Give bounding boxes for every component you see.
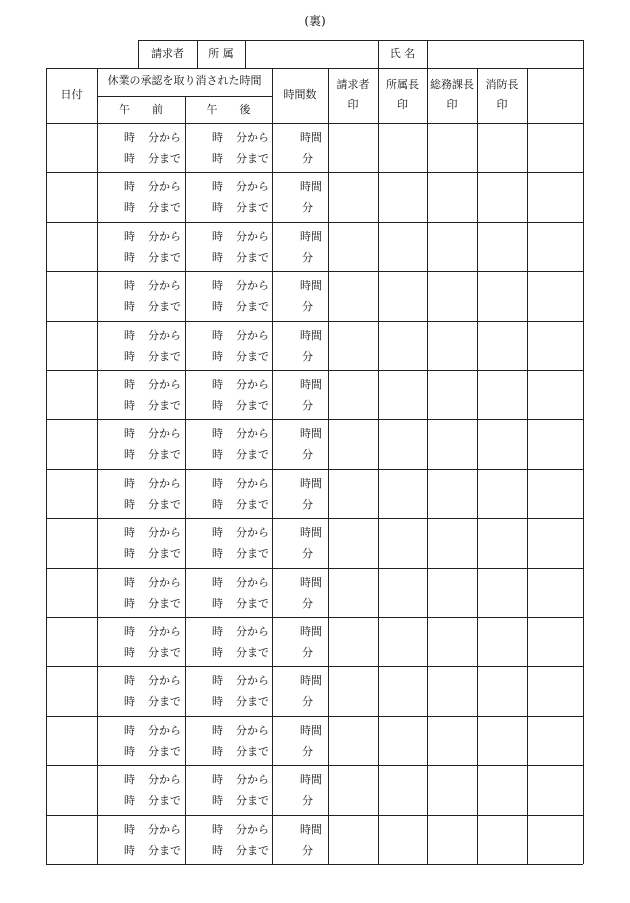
pm-end-minute-unit: 分まで: [236, 646, 269, 659]
hours-unit: 時間: [300, 279, 322, 292]
hours-unit: 時間: [300, 131, 322, 144]
pm-start-hour-unit: 時: [212, 279, 223, 292]
applicant-stamp-cell[interactable]: [329, 666, 378, 714]
dept-head-stamp-cell[interactable]: [379, 419, 427, 467]
hours-unit: 時間: [300, 526, 322, 539]
rule: [46, 68, 583, 69]
pm-start-hour-unit: 時: [212, 427, 223, 440]
minutes-unit: 分: [302, 794, 313, 807]
am-start-minute-unit: 分から: [148, 773, 181, 786]
table-row: [46, 370, 583, 418]
minutes-unit: 分: [302, 399, 313, 412]
general-affairs-stamp-cell[interactable]: [428, 321, 477, 369]
dept-head-stamp-cell[interactable]: [379, 222, 427, 270]
am-end-hour-unit: 時: [124, 251, 135, 264]
pm-start-minute-unit: 分から: [236, 131, 269, 144]
am-end-minute-unit: 分まで: [148, 251, 181, 264]
general-affairs-stamp-mark: 印: [446, 98, 458, 111]
general-affairs-stamp-cell[interactable]: [428, 419, 477, 467]
cancelled-time-header: 休業の承認を取り消された時間: [107, 74, 262, 87]
pm-end-hour-unit: 時: [212, 597, 223, 610]
pm-start-minute-unit: 分から: [236, 576, 269, 589]
fire-chief-stamp-header: 消防長: [485, 78, 519, 91]
pm-start-hour-unit: 時: [212, 477, 223, 490]
am-start-minute-unit: 分から: [148, 576, 181, 589]
dept-head-stamp-cell[interactable]: [379, 370, 427, 418]
minutes-unit: 分: [302, 498, 313, 511]
hours-unit: 時間: [300, 329, 322, 342]
pm-start-minute-unit: 分から: [236, 823, 269, 836]
minutes-unit: 分: [302, 844, 313, 857]
minutes-unit: 分: [302, 547, 313, 560]
pm-start-minute-unit: 分から: [236, 230, 269, 243]
pm-end-minute-unit: 分まで: [236, 399, 269, 412]
am-end-minute-unit: 分まで: [148, 844, 181, 857]
am-end-minute-unit: 分まで: [148, 794, 181, 807]
dept-head-stamp-cell[interactable]: [379, 123, 427, 171]
date-cell[interactable]: [46, 716, 97, 764]
pm-start-hour-unit: 時: [212, 131, 223, 144]
pm-end-minute-unit: 分まで: [236, 745, 269, 758]
table-row: [46, 617, 583, 665]
applicant-stamp-header: 請求者: [336, 78, 370, 91]
pm-end-hour-unit: 時: [212, 695, 223, 708]
am-start-hour-unit: 時: [124, 625, 135, 638]
pm-end-minute-unit: 分まで: [236, 152, 269, 165]
general-affairs-stamp-cell[interactable]: [428, 666, 477, 714]
date-cell[interactable]: [46, 271, 97, 319]
fire-chief-stamp-cell[interactable]: [478, 222, 527, 270]
am-start-minute-unit: 分から: [148, 724, 181, 737]
am-start-minute-unit: 分から: [148, 279, 181, 292]
dept-head-stamp-cell[interactable]: [379, 815, 427, 863]
dept-head-stamp-cell[interactable]: [379, 716, 427, 764]
hours-unit: 時間: [300, 773, 322, 786]
am-end-minute-unit: 分まで: [148, 597, 181, 610]
am-end-minute-unit: 分まで: [148, 646, 181, 659]
dept-head-stamp-cell[interactable]: [379, 666, 427, 714]
am-end-hour-unit: 時: [124, 794, 135, 807]
pm-start-hour-unit: 時: [212, 180, 223, 193]
minutes-unit: 分: [302, 201, 313, 214]
general-affairs-stamp-header: 総務課長: [430, 78, 474, 91]
fire-chief-stamp-cell[interactable]: [478, 271, 527, 319]
applicant-stamp-cell[interactable]: [329, 617, 378, 665]
am-end-hour-unit: 時: [124, 350, 135, 363]
am-end-minute-unit: 分まで: [148, 695, 181, 708]
applicant-stamp-cell[interactable]: [329, 716, 378, 764]
am-end-hour-unit: 時: [124, 201, 135, 214]
fire-chief-stamp-cell[interactable]: [478, 666, 527, 714]
date-cell[interactable]: [46, 617, 97, 665]
fire-chief-stamp-cell[interactable]: [478, 518, 527, 566]
am-end-minute-unit: 分まで: [148, 152, 181, 165]
fire-chief-stamp-mark: 印: [496, 98, 508, 111]
dept-head-stamp-mark: 印: [397, 98, 408, 111]
table-row: [46, 815, 583, 863]
date-header: 日付: [60, 88, 83, 101]
rule: [583, 68, 584, 864]
pm-end-hour-unit: 時: [212, 498, 223, 511]
date-cell[interactable]: [46, 815, 97, 863]
table-row: [46, 271, 583, 319]
pm-end-minute-unit: 分まで: [236, 498, 269, 511]
minutes-unit: 分: [302, 448, 313, 461]
applicant-stamp-mark: 印: [347, 98, 359, 111]
am-end-hour-unit: 時: [124, 646, 135, 659]
am-start-minute-unit: 分から: [148, 823, 181, 836]
am-end-hour-unit: 時: [124, 448, 135, 461]
general-affairs-stamp-cell[interactable]: [428, 370, 477, 418]
table-row: [46, 518, 583, 566]
applicant-stamp-cell[interactable]: [329, 419, 378, 467]
am-end-minute-unit: 分まで: [148, 745, 181, 758]
am-end-minute-unit: 分まで: [148, 448, 181, 461]
am-start-minute-unit: 分から: [148, 180, 181, 193]
am-end-hour-unit: 時: [124, 844, 135, 857]
applicant-stamp-cell[interactable]: [329, 518, 378, 566]
am-header: 午 前: [119, 103, 163, 116]
am-start-hour-unit: 時: [124, 131, 135, 144]
hours-unit: 時間: [300, 674, 322, 687]
am-start-hour-unit: 時: [124, 427, 135, 440]
hours-header: 時間数: [283, 88, 317, 101]
pm-end-minute-unit: 分まで: [236, 201, 269, 214]
hours-unit: 時間: [300, 625, 322, 638]
am-start-minute-unit: 分から: [148, 378, 181, 391]
row-divider: [46, 864, 583, 865]
table-row: [46, 716, 583, 764]
am-start-minute-unit: 分から: [148, 427, 181, 440]
pm-end-hour-unit: 時: [212, 251, 223, 264]
am-start-hour-unit: 時: [124, 576, 135, 589]
pm-start-hour-unit: 時: [212, 576, 223, 589]
am-start-hour-unit: 時: [124, 526, 135, 539]
date-cell[interactable]: [46, 469, 97, 517]
table-row: [46, 419, 583, 467]
am-end-minute-unit: 分まで: [148, 399, 181, 412]
pm-end-minute-unit: 分まで: [236, 597, 269, 610]
date-cell[interactable]: [46, 321, 97, 369]
date-cell[interactable]: [46, 222, 97, 270]
applicant-stamp-cell[interactable]: [329, 568, 378, 616]
am-start-minute-unit: 分から: [148, 625, 181, 638]
dept-head-stamp-cell[interactable]: [379, 617, 427, 665]
dept-head-stamp-cell[interactable]: [379, 321, 427, 369]
dept-head-stamp-cell[interactable]: [379, 765, 427, 813]
pm-start-hour-unit: 時: [212, 378, 223, 391]
am-start-minute-unit: 分から: [148, 230, 181, 243]
date-cell[interactable]: [46, 518, 97, 566]
name-field[interactable]: [428, 41, 583, 68]
pm-start-hour-unit: 時: [212, 230, 223, 243]
pm-start-minute-unit: 分から: [236, 427, 269, 440]
date-cell[interactable]: [46, 370, 97, 418]
am-start-minute-unit: 分から: [148, 477, 181, 490]
fire-chief-stamp-cell[interactable]: [478, 469, 527, 517]
pm-start-minute-unit: 分から: [236, 378, 269, 391]
pm-end-minute-unit: 分まで: [236, 251, 269, 264]
pm-end-minute-unit: 分まで: [236, 794, 269, 807]
fire-chief-stamp-cell[interactable]: [478, 123, 527, 171]
fire-chief-stamp-cell[interactable]: [478, 617, 527, 665]
minutes-unit: 分: [302, 646, 313, 659]
am-end-minute-unit: 分まで: [148, 350, 181, 363]
department-field[interactable]: [246, 41, 378, 68]
general-affairs-stamp-cell[interactable]: [428, 716, 477, 764]
dept-head-stamp-header: 所属長: [386, 78, 419, 91]
fire-chief-stamp-cell[interactable]: [478, 568, 527, 616]
am-end-hour-unit: 時: [124, 498, 135, 511]
hours-unit: 時間: [300, 378, 322, 391]
fire-chief-stamp-cell[interactable]: [478, 716, 527, 764]
am-start-hour-unit: 時: [124, 823, 135, 836]
applicant-stamp-cell[interactable]: [329, 222, 378, 270]
pm-end-hour-unit: 時: [212, 448, 223, 461]
pm-end-hour-unit: 時: [212, 350, 223, 363]
general-affairs-stamp-cell[interactable]: [428, 222, 477, 270]
department-label: 所 属: [208, 47, 234, 60]
am-start-hour-unit: 時: [124, 329, 135, 342]
page-heading: (裏): [304, 14, 326, 28]
dept-head-stamp-cell[interactable]: [379, 172, 427, 220]
am-end-minute-unit: 分まで: [148, 300, 181, 313]
pm-end-hour-unit: 時: [212, 152, 223, 165]
am-end-hour-unit: 時: [124, 399, 135, 412]
pm-start-minute-unit: 分から: [236, 180, 269, 193]
applicant-stamp-cell[interactable]: [329, 765, 378, 813]
table-row: [46, 568, 583, 616]
pm-end-hour-unit: 時: [212, 399, 223, 412]
am-end-hour-unit: 時: [124, 695, 135, 708]
pm-end-hour-unit: 時: [212, 794, 223, 807]
am-start-hour-unit: 時: [124, 378, 135, 391]
am-start-hour-unit: 時: [124, 477, 135, 490]
pm-end-minute-unit: 分まで: [236, 300, 269, 313]
minutes-unit: 分: [302, 745, 313, 758]
pm-start-minute-unit: 分から: [236, 329, 269, 342]
general-affairs-stamp-cell[interactable]: [428, 568, 477, 616]
am-end-hour-unit: 時: [124, 597, 135, 610]
am-start-hour-unit: 時: [124, 230, 135, 243]
rule: [583, 40, 584, 68]
date-cell[interactable]: [46, 765, 97, 813]
applicant-stamp-cell[interactable]: [329, 370, 378, 418]
am-start-hour-unit: 時: [124, 180, 135, 193]
general-affairs-stamp-cell[interactable]: [428, 271, 477, 319]
pm-start-minute-unit: 分から: [236, 674, 269, 687]
date-cell[interactable]: [46, 123, 97, 171]
minutes-unit: 分: [302, 251, 313, 264]
fire-chief-stamp-cell[interactable]: [478, 765, 527, 813]
table-row: [46, 222, 583, 270]
minutes-unit: 分: [302, 152, 313, 165]
hours-unit: 時間: [300, 576, 322, 589]
hours-unit: 時間: [300, 724, 322, 737]
pm-end-minute-unit: 分まで: [236, 350, 269, 363]
am-start-minute-unit: 分から: [148, 131, 181, 144]
pm-end-hour-unit: 時: [212, 201, 223, 214]
minutes-unit: 分: [302, 695, 313, 708]
general-affairs-stamp-cell[interactable]: [428, 123, 477, 171]
pm-end-hour-unit: 時: [212, 745, 223, 758]
hours-unit: 時間: [300, 477, 322, 490]
general-affairs-stamp-cell[interactable]: [428, 765, 477, 813]
pm-end-hour-unit: 時: [212, 844, 223, 857]
table-row: [46, 321, 583, 369]
pm-start-hour-unit: 時: [212, 526, 223, 539]
dept-head-stamp-cell[interactable]: [379, 518, 427, 566]
table-row: [46, 469, 583, 517]
pm-start-hour-unit: 時: [212, 773, 223, 786]
general-affairs-stamp-cell[interactable]: [428, 469, 477, 517]
am-end-hour-unit: 時: [124, 547, 135, 560]
general-affairs-stamp-cell[interactable]: [428, 617, 477, 665]
am-start-hour-unit: 時: [124, 773, 135, 786]
pm-start-hour-unit: 時: [212, 823, 223, 836]
pm-end-minute-unit: 分まで: [236, 844, 269, 857]
am-end-hour-unit: 時: [124, 300, 135, 313]
general-affairs-stamp-cell[interactable]: [428, 815, 477, 863]
am-end-hour-unit: 時: [124, 152, 135, 165]
table-row: [46, 765, 583, 813]
minutes-unit: 分: [302, 350, 313, 363]
minutes-unit: 分: [302, 300, 313, 313]
am-start-hour-unit: 時: [124, 724, 135, 737]
pm-header: 午 後: [206, 103, 251, 116]
applicant-stamp-cell[interactable]: [329, 271, 378, 319]
am-end-minute-unit: 分まで: [148, 547, 181, 560]
am-start-hour-unit: 時: [124, 674, 135, 687]
dept-head-stamp-cell[interactable]: [379, 469, 427, 517]
hours-unit: 時間: [300, 823, 322, 836]
pm-start-hour-unit: 時: [212, 674, 223, 687]
date-cell[interactable]: [46, 419, 97, 467]
dept-head-stamp-cell[interactable]: [379, 568, 427, 616]
pm-end-minute-unit: 分まで: [236, 448, 269, 461]
am-start-minute-unit: 分から: [148, 674, 181, 687]
fire-chief-stamp-cell[interactable]: [478, 815, 527, 863]
fire-chief-stamp-cell[interactable]: [478, 172, 527, 220]
applicant-stamp-cell[interactable]: [329, 123, 378, 171]
am-end-minute-unit: 分まで: [148, 201, 181, 214]
pm-end-hour-unit: 時: [212, 646, 223, 659]
hours-unit: 時間: [300, 230, 322, 243]
table-row: [46, 172, 583, 220]
applicant-stamp-cell[interactable]: [329, 172, 378, 220]
date-cell[interactable]: [46, 568, 97, 616]
am-end-minute-unit: 分まで: [148, 498, 181, 511]
pm-start-hour-unit: 時: [212, 329, 223, 342]
name-label: 氏 名: [389, 47, 416, 60]
applicant-label: 請求者: [151, 47, 184, 60]
applicant-stamp-cell[interactable]: [329, 321, 378, 369]
pm-end-minute-unit: 分まで: [236, 547, 269, 560]
pm-start-minute-unit: 分から: [236, 279, 269, 292]
table-row: [46, 666, 583, 714]
hours-unit: 時間: [300, 427, 322, 440]
date-cell[interactable]: [46, 172, 97, 220]
pm-start-minute-unit: 分から: [236, 724, 269, 737]
applicant-stamp-cell[interactable]: [329, 469, 378, 517]
fire-chief-stamp-cell[interactable]: [478, 419, 527, 467]
pm-start-minute-unit: 分から: [236, 773, 269, 786]
pm-end-hour-unit: 時: [212, 300, 223, 313]
pm-start-hour-unit: 時: [212, 724, 223, 737]
applicant-stamp-cell[interactable]: [329, 815, 378, 863]
minutes-unit: 分: [302, 597, 313, 610]
date-cell[interactable]: [46, 666, 97, 714]
am-end-hour-unit: 時: [124, 745, 135, 758]
am-start-minute-unit: 分から: [148, 526, 181, 539]
hours-unit: 時間: [300, 180, 322, 193]
am-start-hour-unit: 時: [124, 279, 135, 292]
fire-chief-stamp-cell[interactable]: [478, 321, 527, 369]
dept-head-stamp-cell[interactable]: [379, 271, 427, 319]
general-affairs-stamp-cell[interactable]: [428, 518, 477, 566]
pm-end-hour-unit: 時: [212, 547, 223, 560]
fire-chief-stamp-cell[interactable]: [478, 370, 527, 418]
pm-start-hour-unit: 時: [212, 625, 223, 638]
pm-start-minute-unit: 分から: [236, 526, 269, 539]
pm-end-minute-unit: 分まで: [236, 695, 269, 708]
pm-start-minute-unit: 分から: [236, 625, 269, 638]
pm-start-minute-unit: 分から: [236, 477, 269, 490]
am-start-minute-unit: 分から: [148, 329, 181, 342]
general-affairs-stamp-cell[interactable]: [428, 172, 477, 220]
table-row: [46, 123, 583, 171]
